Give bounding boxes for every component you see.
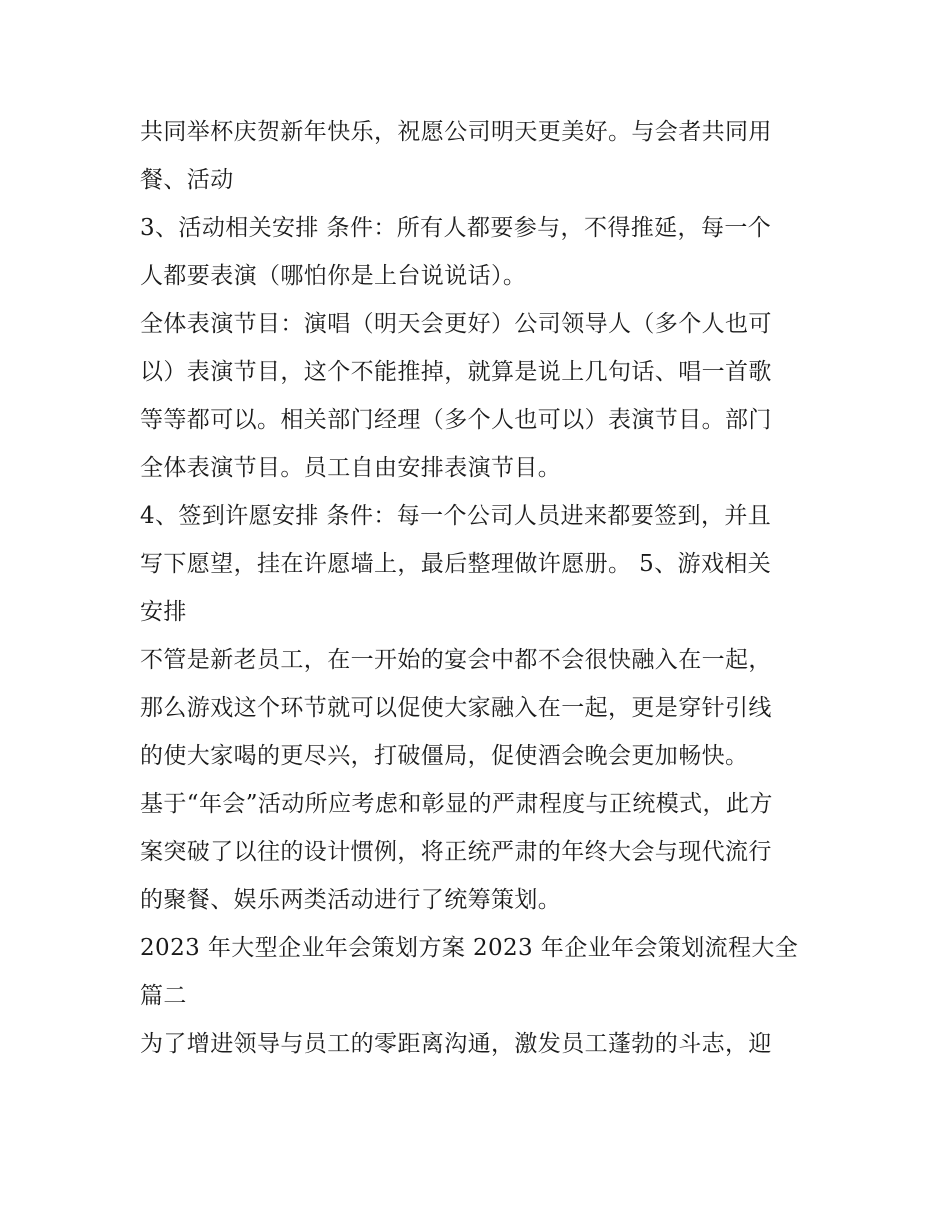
text-line: 不管是新老员工，在一开始的宴会中都不会很快融入在一起， xyxy=(140,647,772,673)
text-line: 基于“年会”活动所应考虑和彰显的严肃程度与正统模式，此方 xyxy=(140,791,773,817)
paragraph-toast xyxy=(140,108,820,204)
text-line: 等等都可以。相关部门经理（多个人也可以）表演节目。部门 xyxy=(140,407,772,433)
paragraph-performances xyxy=(140,300,820,492)
paragraph-sign-in-wishes xyxy=(140,492,820,636)
text-line: 安排 xyxy=(140,599,187,625)
section-heading xyxy=(140,924,820,1020)
text-line: 为了增进领导与员工的零距离沟通，激发员工蓬勃的斗志，迎 xyxy=(140,1031,772,1057)
text-line: 全体表演节目：演唱（明天会更好）公司领导人（多个人也可 xyxy=(140,311,772,337)
text-line: 餐、活动 xyxy=(140,167,234,193)
text-line: 人都要表演（哪怕你是上台说说话）。 xyxy=(140,263,527,289)
paragraph-design-summary xyxy=(140,780,820,924)
text-line: 写下愿望，挂在许愿墙上，最后整理做许愿册。 5、游戏相关 xyxy=(140,551,772,577)
paragraph-games xyxy=(140,636,820,780)
text-line: 以）表演节目，这个不能推掉，就算是说上几句话、唱一首歌 xyxy=(140,359,772,385)
text-line: 的聚餐、娱乐两类活动进行了统筹策划。 xyxy=(140,887,562,913)
text-line: 4、签到许愿安排 条件：每一个公司人员进来都要签到，并且 xyxy=(140,503,772,529)
text-line: 全体表演节目。员工自由安排表演节目。 xyxy=(140,455,562,481)
text-line: 2023 年大型企业年会策划方案 2023 年企业年会策划流程大全 xyxy=(140,935,799,961)
paragraph-activity-arrangement xyxy=(140,204,820,300)
text-line: 篇二 xyxy=(140,983,187,1009)
paragraph-intro xyxy=(140,1020,820,1068)
text-line: 3、活动相关安排 条件：所有人都要参与，不得推延，每一个 xyxy=(140,215,772,241)
text-line: 的使大家喝的更尽兴，打破僵局，促使酒会晚会更加畅快。 xyxy=(140,743,749,769)
text-line: 案突破了以往的设计惯例，将正统严肃的年终大会与现代流行 xyxy=(140,839,772,865)
text-line: 那么游戏这个环节就可以促使大家融入在一起，更是穿针引线 xyxy=(140,695,772,721)
text-line: 共同举杯庆贺新年快乐，祝愿公司明天更美好。与会者共同用 xyxy=(140,119,772,145)
document-body xyxy=(140,108,820,1068)
